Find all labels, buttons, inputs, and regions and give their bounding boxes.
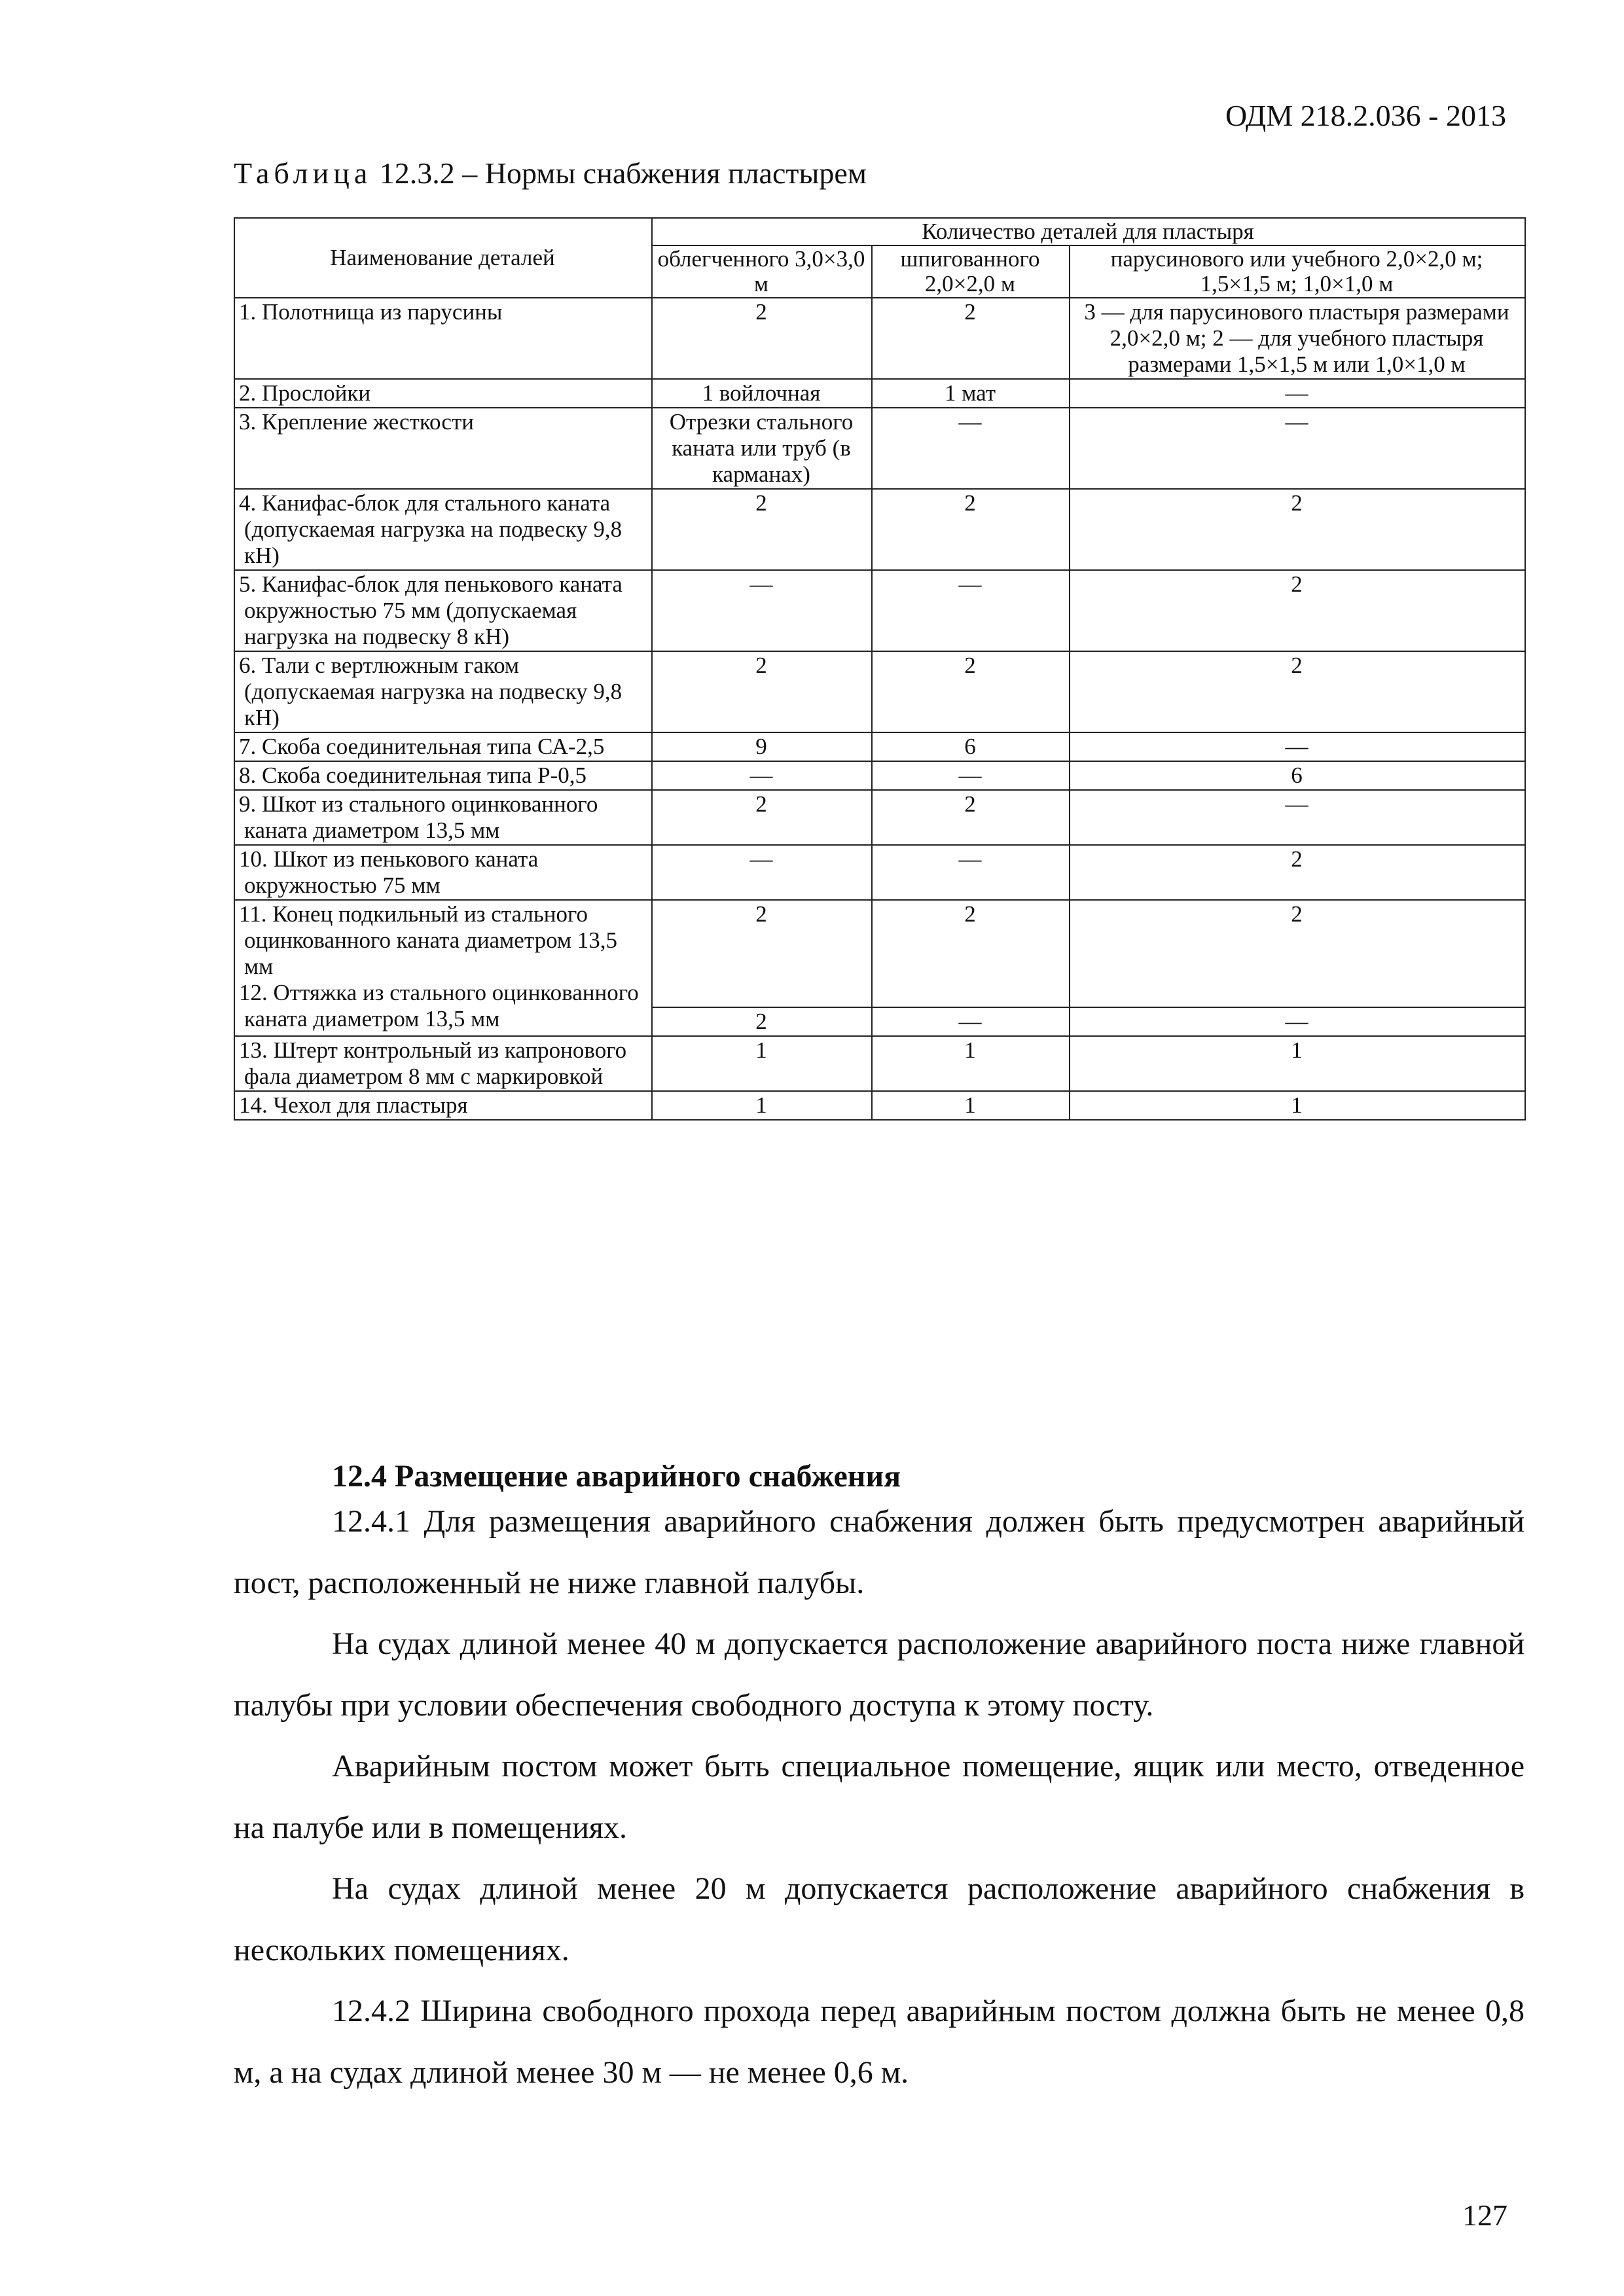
- row-name: 4. Канифас-блок для стального каната (допускаемая нагрузка на подвеску 9,8 кН): [234, 489, 652, 570]
- row-name: 1. Полотнища из парусины: [234, 298, 652, 379]
- row-name: 13. Штерт контрольный из капронового фала диаметром 8 мм с маркировкой: [234, 1036, 652, 1091]
- row-col3: —: [1070, 1007, 1525, 1036]
- row-col3: —: [1070, 732, 1525, 761]
- row-col2: 2: [872, 651, 1070, 732]
- row-name: 10. Шкот из пенькового каната окружностью 75 мм: [234, 845, 652, 900]
- row-name: 5. Канифас-блок для пенькового каната окружностью 75 мм (допускаемая нагрузка на подвеску 8 кН): [234, 570, 652, 651]
- table-row: [234, 298, 1525, 379]
- table-row: [234, 845, 1525, 900]
- row-name: 8. Скоба соединительная типа Р-0,5: [234, 761, 652, 790]
- row-col2: 1: [872, 1091, 1070, 1120]
- row-name: 11. Конец подкильный из стального оцинкованного каната диаметром 13,5 мм: [239, 901, 618, 979]
- row-col1: 2: [652, 651, 872, 732]
- row-col1: —: [652, 845, 872, 900]
- row-col1: 1: [652, 1036, 872, 1091]
- row-name: 2. Прослойки: [234, 379, 652, 408]
- row-col3: —: [1070, 790, 1525, 845]
- row-col2: —: [872, 408, 1070, 489]
- row-col3: 3 — для парусинового пластыря размерами 2,0×2,0 м; 2 — для учебного пластыря размерами 1,5×1,5 м или 1,0×1,0 м: [1070, 298, 1525, 379]
- table-row: [234, 1036, 1525, 1091]
- paragraph: На судах длиной менее 20 м допускается расположение аварийного снабжения в нескольких помещениях.: [234, 1871, 1525, 1967]
- supply-norms-table: [234, 217, 1526, 1121]
- row-col2: 2: [872, 900, 1070, 1007]
- row-col1: 1 войлочная: [652, 379, 872, 408]
- row-col1: —: [652, 570, 872, 651]
- row-col2: —: [872, 761, 1070, 790]
- row-name: 9. Шкот из стального оцинкованного каната диаметром 13,5 мм: [234, 790, 652, 845]
- table-row: [234, 732, 1525, 761]
- paragraph: На судах длиной менее 40 м допускается расположение аварийного поста ниже главной палубы при условии обеспечения свободного доступа к этому посту.: [234, 1626, 1525, 1723]
- row-col2: —: [872, 570, 1070, 651]
- table-row: [234, 379, 1525, 408]
- row-col3: 6: [1070, 761, 1525, 790]
- row-col1: 2: [652, 489, 872, 570]
- row-col3: 2: [1070, 900, 1525, 1007]
- row-name: 3. Крепление жесткости: [234, 408, 652, 489]
- row-col3: 2: [1070, 651, 1525, 732]
- row-col2: 2: [872, 790, 1070, 845]
- row-col3: 2: [1070, 845, 1525, 900]
- row-col1: 1: [652, 1091, 872, 1120]
- table-caption: [234, 156, 867, 190]
- table-row: [234, 761, 1525, 790]
- paragraph: 12.4.2 Ширина свободного прохода перед аварийным постом должна быть не менее 0,8 м, а на судах длиной менее 30 м — не менее 0,6 м.: [234, 1994, 1525, 2090]
- table-row: [234, 1091, 1525, 1120]
- table-row: [234, 408, 1525, 489]
- row-name: 6. Тали с вертлюжным гаком (допускаемая нагрузка на подвеску 9,8 кН): [234, 651, 652, 732]
- row-col1: 9: [652, 732, 872, 761]
- row-name: 12. Оттяжка из стального оцинкованного каната диаметром 13,5 мм: [239, 980, 639, 1031]
- row-name-merged: [234, 900, 652, 1036]
- row-col2: 1 мат: [872, 379, 1070, 408]
- row-col3: 2: [1070, 489, 1525, 570]
- row-col2: 1: [872, 1036, 1070, 1091]
- row-col2: 6: [872, 732, 1070, 761]
- header-col-stuffed: шпигованного 2,0×2,0 м: [872, 245, 1070, 298]
- row-col2: 2: [872, 489, 1070, 570]
- paragraph: 12.4.1 Для размещения аварийного снабжения должен быть предусмотрен аварийный пост, расположенный не ниже главной палубы.: [234, 1504, 1525, 1600]
- header-col-canvas: парусинового или учебного 2,0×2,0 м; 1,5×1,5 м; 1,0×1,0 м: [1070, 245, 1525, 298]
- row-col2: 2: [872, 298, 1070, 379]
- row-col2: —: [872, 845, 1070, 900]
- paragraph: Аварийным постом может быть специальное помещение, ящик или место, отведенное на палубе или в помещениях.: [234, 1749, 1525, 1845]
- table-row: [234, 489, 1525, 570]
- document-code: ОДМ 218.2.036 - 2013: [1225, 99, 1506, 132]
- header-name: Наименование деталей: [234, 218, 652, 298]
- page-number: 127: [1462, 2198, 1507, 2232]
- row-col1: —: [652, 761, 872, 790]
- table-row: [234, 651, 1525, 732]
- row-name: 14. Чехол для пластыря: [234, 1091, 652, 1120]
- table-row: [234, 570, 1525, 651]
- row-name: 7. Скоба соединительная типа СА-2,5: [234, 732, 652, 761]
- row-col1: 2: [652, 298, 872, 379]
- header-col-lightweight: облегченного 3,0×3,0 м: [652, 245, 872, 298]
- row-col3: 1: [1070, 1091, 1525, 1120]
- row-col1: 2: [652, 1007, 872, 1036]
- row-col1: 2: [652, 900, 872, 1007]
- table-caption-title: 12.3.2 – Нормы снабжения пластырем: [379, 156, 867, 190]
- table-row: [234, 790, 1525, 845]
- row-col3: 2: [1070, 570, 1525, 651]
- table-caption-word: Таблица: [234, 156, 372, 190]
- row-col2: —: [872, 1007, 1070, 1036]
- row-col3: —: [1070, 379, 1525, 408]
- header-qty-group: Количество деталей для пластыря: [652, 218, 1525, 245]
- row-col3: 1: [1070, 1036, 1525, 1091]
- section-heading: 12.4 Размещение аварийного снабжения: [332, 1459, 901, 1494]
- table-row: [234, 900, 1525, 1007]
- row-col3: —: [1070, 408, 1525, 489]
- row-col1: Отрезки стального каната или труб (в карманах): [652, 408, 872, 489]
- row-col1: 2: [652, 790, 872, 845]
